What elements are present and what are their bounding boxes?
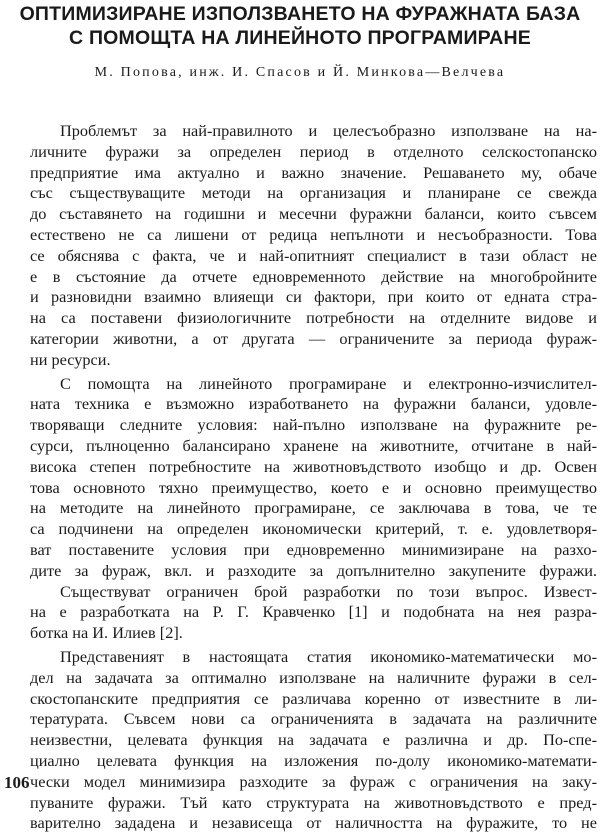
text-line: на методите на линейното програмиране, се заключава в това, че те [30,498,597,518]
text-line: дите за фураж, вкл. и разходите за допълнително закупените фуражи. [30,560,597,580]
title-line-1: ОПТИМИЗИРАНЕ ИЗПОЛЗВАНЕТО НА ФУРАЖНАТА БАЗА [19,3,581,25]
text-line: ват поставените условия при едновременно минимизиране на разхо- [30,539,597,559]
text-line: това основното тяхно преимущество, което е и основно преимущество [30,477,597,497]
text-line: пуваните фуражи. Тъй като структурата на животновъдството е пред- [30,792,597,812]
paragraph-4 [30,647,597,834]
text-line: дел на задачата за оптимално използване на наличните фуражи в сел- [30,667,597,687]
text-line: са подчинени на определен икономически критерий, т. е. удовлетворя- [30,519,597,539]
article-title [0,2,600,50]
text-line: до съставянето на годишни и месечни фуражни баланси, които съвсем [30,204,597,224]
article-body [30,121,597,834]
text-line: на е разработката на Р. Г. Кравченко [1] и подобната на нея разра- [30,602,597,622]
text-line: се обяснява с факта, че и най-опитният специалист в тази област не [30,245,597,265]
text-line: неизвестни, целевата функция на задачата е различна и др. По-спе- [30,730,597,750]
paragraph-1 [30,121,597,371]
text-line: и разновидни взаимно влияещи си фактори, при които от едната стра- [30,287,597,307]
paragraph-3 [30,582,597,644]
text-line: е в състояние да отчете едновременното действие на многобройните [30,266,597,286]
text-line: категории животни, а от другата — ограничените за периода фураж- [30,328,597,348]
text-line: Съществуват ограничен брой разработки по този въпрос. Извест- [60,581,597,601]
article-authors: М. Попова, инж. И. Спасов и Й. Минкова—Велчева [94,65,506,80]
text-line: чески модел минимизира разходите за фураж с ограничения на заку- [30,771,597,791]
text-line: Представеният в настоящата статия икономико-математически мо- [60,646,597,666]
text-line: висока степен потребностите на животновъдството изобщо и др. Освен [30,456,597,476]
text-line: предприятие има актуално и важно значение. Решаването му, обаче [30,162,597,182]
page-number: 106 [4,773,30,792]
text-line: ната техника е възможно изработването на фуражни баланси, удовле- [30,394,597,414]
text-line: със съществуващите методи на организация и планиране се свежда [30,183,597,203]
title-line-2: С ПОМОЩТА НА ЛИНЕЙНОТО ПРОГРАМИРАНЕ [69,27,531,49]
text-line: ни ресурси. [30,349,111,369]
paragraph-2 [30,374,597,582]
text-line: естествено не са лишени от редица непълноти и несъобразности. Това [30,224,597,244]
text-line: С помощта на линейното програмиране и електронно-изчислител- [60,373,597,393]
text-line: тературата. Съвсем нови са ограниченията в задачата на различните [30,709,597,729]
text-line: творяващи следните условия: най-пълно използване на фуражните ре- [30,415,597,435]
text-line: Проблемът за най-правилното и целесъобразно използване на на- [60,121,597,140]
text-line: циално целевата функция на изложения по-долу икономико-математи- [30,750,597,770]
text-line: на са поставени физиологичните потребности на отделните видове и [30,308,597,328]
text-line: сурси, пълноценно балансирано хранене на животните, отчитане в най- [30,435,597,455]
text-line: личните фуражи за определен период в отделното селскостопанско [30,141,597,161]
text-line: скостопанските предприятия се различава коренно от известните в ли- [30,688,597,708]
text-line: варително зададена и независеща от наличността на фуражите, то не [30,813,597,833]
text-line: ботка на И. Илиев [2]. [30,623,183,643]
